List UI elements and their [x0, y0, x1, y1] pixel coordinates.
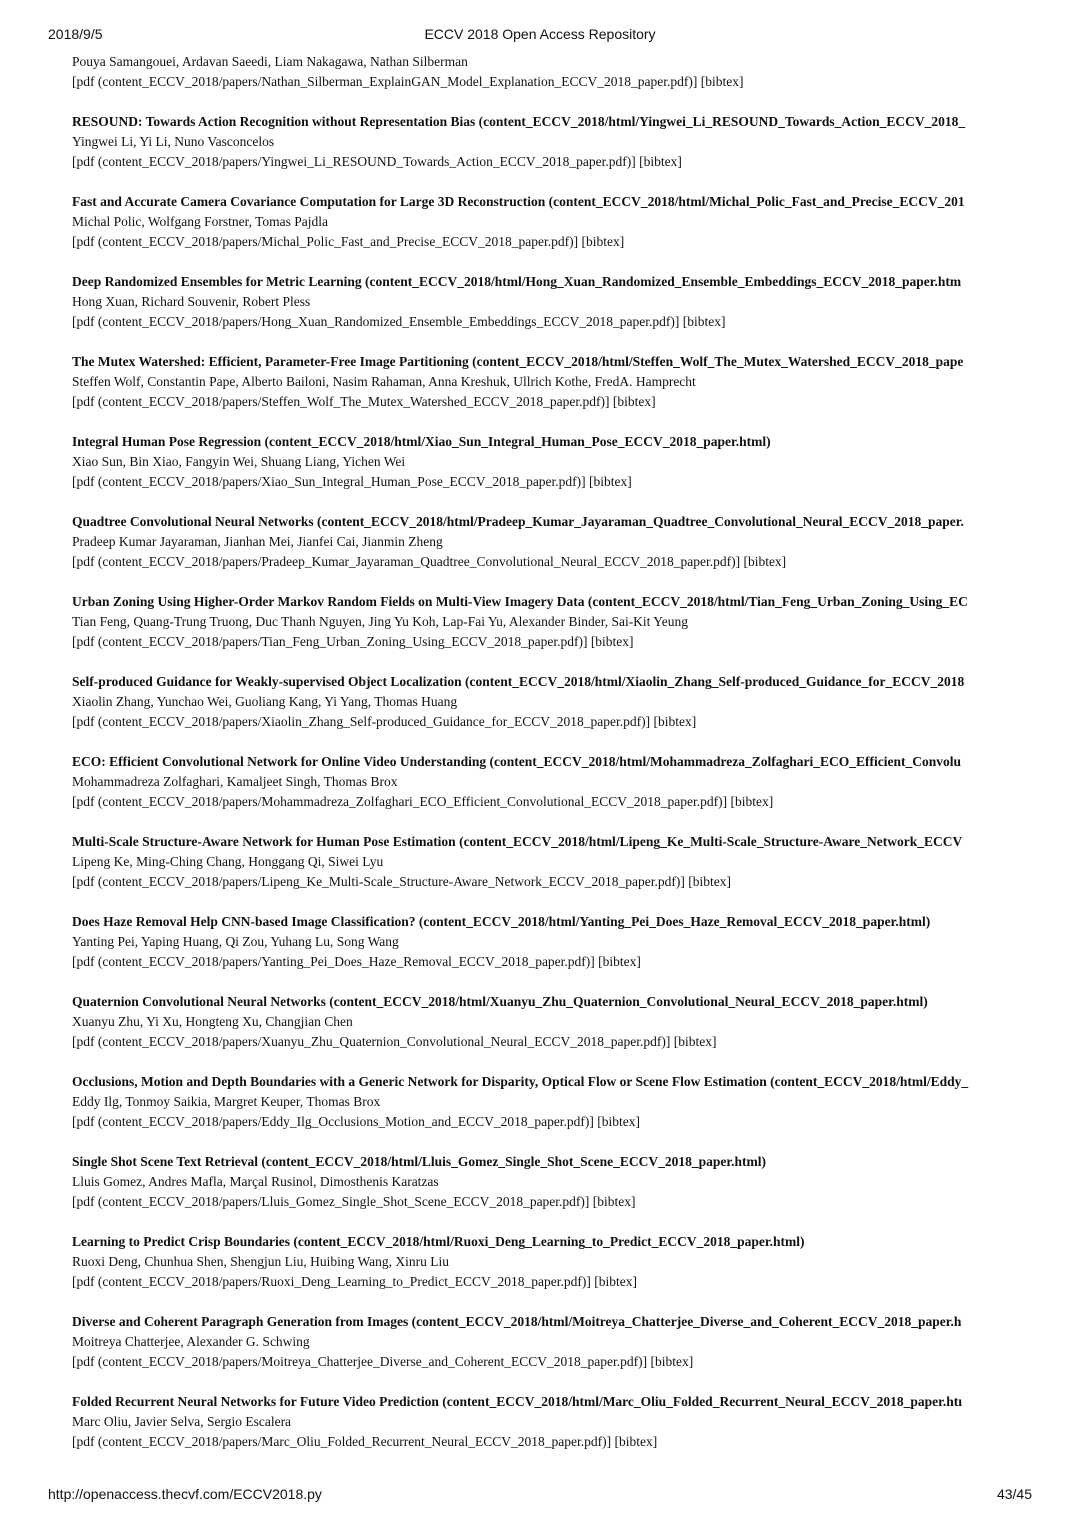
- paper-entry-partial: [72, 52, 1032, 92]
- paper-pdf-link[interactable]: [pdf (content_ECCV_2018/papers/Yingwei_Li_RESOUND_Towards_Action_ECCV_2018_paper.pdf)] [bibtex]: [72, 154, 682, 169]
- paper-entry: [72, 752, 1032, 812]
- paper-pdf-link[interactable]: [pdf (content_ECCV_2018/papers/Mohammadreza_Zolfaghari_ECO_Efficient_Convolutional_ECCV_2018_paper.pdf)] [bibtex]: [72, 794, 774, 809]
- paper-pdf-link[interactable]: [pdf (content_ECCV_2018/papers/Yanting_Pei_Does_Haze_Removal_ECCV_2018_paper.pdf)] [bibtex]: [72, 954, 641, 969]
- paper-pdf-link[interactable]: [pdf (content_ECCV_2018/papers/Xiao_Sun_Integral_Human_Pose_ECCV_2018_paper.pdf)] [bibtex]: [72, 474, 632, 489]
- paper-authors: Lipeng Ke, Ming-Ching Chang, Honggang Qi, Siwei Lyu: [72, 854, 384, 869]
- paper-authors: Pradeep Kumar Jayaraman, Jianhan Mei, Jianfei Cai, Jianmin Zheng: [72, 534, 443, 549]
- print-date: 2018/9/5: [48, 26, 103, 42]
- paper-entry: [72, 512, 1032, 572]
- paper-title-link[interactable]: Learning to Predict Crisp Boundaries (content_ECCV_2018/html/Ruoxi_Deng_Learning_to_Predict_ECCV_2018_paper.html): [72, 1234, 805, 1249]
- paper-pdf-link[interactable]: [pdf (content_ECCV_2018/papers/Nathan_Silberman_ExplainGAN_Model_Explanation_ECCV_2018_paper.pdf)] [bibtex]: [72, 74, 744, 89]
- paper-title-link[interactable]: Folded Recurrent Neural Networks for Future Video Prediction (content_ECCV_2018/html/Marc_Oliu_Folded_Recurrent_Neural_ECCV_2018_paper.htı: [72, 1394, 963, 1409]
- paper-title-link[interactable]: Quadtree Convolutional Neural Networks (content_ECCV_2018/html/Pradeep_Kumar_Jayaraman_Quadtree_Convolutional_Neural_ECCV_2018_paper.: [72, 514, 964, 529]
- paper-entry: [72, 272, 1032, 332]
- paper-entry: [72, 352, 1032, 412]
- paper-title-link[interactable]: Urban Zoning Using Higher-Order Markov Random Fields on Multi-View Imagery Data (content_ECCV_2018/html/Tian_Feng_Urban_Zoning_Using_EC: [72, 594, 968, 609]
- paper-title-link[interactable]: Fast and Accurate Camera Covariance Computation for Large 3D Reconstruction (content_ECCV_2018/html/Michal_Polic_Fast_and_Precise_ECCV_201: [72, 194, 965, 209]
- paper-pdf-link[interactable]: [pdf (content_ECCV_2018/papers/Steffen_Wolf_The_Mutex_Watershed_ECCV_2018_paper.pdf)] [bibtex]: [72, 394, 656, 409]
- paper-title-link[interactable]: Quaternion Convolutional Neural Networks (content_ECCV_2018/html/Xuanyu_Zhu_Quaternion_Convolutional_Neural_ECCV_2018_paper.html): [72, 994, 928, 1009]
- paper-authors: Lluis Gomez, Andres Mafla, Marçal Rusinol, Dimosthenis Karatzas: [72, 1174, 439, 1189]
- paper-pdf-link[interactable]: [pdf (content_ECCV_2018/papers/Moitreya_Chatterjee_Diverse_and_Coherent_ECCV_2018_paper.pdf)] [bibtex]: [72, 1354, 694, 1369]
- paper-authors: Xiao Sun, Bin Xiao, Fangyin Wei, Shuang Liang, Yichen Wei: [72, 454, 406, 469]
- paper-pdf-link[interactable]: [pdf (content_ECCV_2018/papers/Pradeep_Kumar_Jayaraman_Quadtree_Convolutional_Neural_ECCV_2018_paper.pdf)] [bibtex]: [72, 554, 787, 569]
- paper-authors: Xuanyu Zhu, Yi Xu, Hongteng Xu, Changjian Chen: [72, 1014, 353, 1029]
- paper-title-link[interactable]: ECO: Efficient Convolutional Network for Online Video Understanding (content_ECCV_2018/html/Mohammadreza_Zolfaghari_ECO_Efficient_Convolu: [72, 754, 962, 769]
- paper-pdf-link[interactable]: [pdf (content_ECCV_2018/papers/Tian_Feng_Urban_Zoning_Using_ECCV_2018_paper.pdf)] [bibtex]: [72, 634, 634, 649]
- page-url: http://openaccess.thecvf.com/ECCV2018.py: [48, 1486, 322, 1502]
- paper-authors: Michal Polic, Wolfgang Forstner, Tomas Pajdla: [72, 214, 329, 229]
- paper-pdf-link[interactable]: [pdf (content_ECCV_2018/papers/Xiaolin_Zhang_Self-produced_Guidance_for_ECCV_2018_paper.pdf)] [bibtex]: [72, 714, 697, 729]
- paper-authors: Yingwei Li, Yi Li, Nuno Vasconcelos: [72, 134, 275, 149]
- paper-pdf-link[interactable]: [pdf (content_ECCV_2018/papers/Eddy_Ilg_Occlusions_Motion_and_ECCV_2018_paper.pdf)] [bibtex]: [72, 1114, 641, 1129]
- paper-entry: [72, 1232, 1032, 1292]
- paper-title-link[interactable]: Multi-Scale Structure-Aware Network for Human Pose Estimation (content_ECCV_2018/html/Lipeng_Ke_Multi-Scale_Structure-Aware_Network_ECCV: [72, 834, 963, 849]
- paper-title-link[interactable]: The Mutex Watershed: Efficient, Parameter-Free Image Partitioning (content_ECCV_2018/html/Steffen_Wolf_The_Mutex_Watershed_ECCV_2018_pape: [72, 354, 964, 369]
- paper-title-link[interactable]: Self-produced Guidance for Weakly-supervised Object Localization (content_ECCV_2018/html/Xiaolin_Zhang_Self-produced_Guidance_for_ECCV_2018: [72, 674, 965, 689]
- paper-title-link[interactable]: Deep Randomized Ensembles for Metric Learning (content_ECCV_2018/html/Hong_Xuan_Randomized_Ensemble_Embeddings_ECCV_2018_paper.htm: [72, 274, 962, 289]
- paper-entry: [72, 912, 1032, 972]
- paper-authors: Eddy Ilg, Tonmoy Saikia, Margret Keuper, Thomas Brox: [72, 1094, 381, 1109]
- paper-authors: Yanting Pei, Yaping Huang, Qi Zou, Yuhang Lu, Song Wang: [72, 934, 399, 949]
- paper-title-link[interactable]: Occlusions, Motion and Depth Boundaries with a Generic Network for Disparity, Optical Flow or Scene Flow Estimation (content_ECCV_2018/html/Eddy_: [72, 1074, 969, 1089]
- paper-authors: Mohammadreza Zolfaghari, Kamaljeet Singh, Thomas Brox: [72, 774, 398, 789]
- paper-entry: [72, 992, 1032, 1052]
- paper-title-link[interactable]: RESOUND: Towards Action Recognition without Representation Bias (content_ECCV_2018/html/Yingwei_Li_RESOUND_Towards_Action_ECCV_2018_: [72, 114, 966, 129]
- paper-pdf-link[interactable]: [pdf (content_ECCV_2018/papers/Michal_Polic_Fast_and_Precise_ECCV_2018_paper.pdf)] [bibtex]: [72, 234, 625, 249]
- paper-entry: [72, 112, 1032, 172]
- paper-entry: [72, 192, 1032, 252]
- paper-entry: [72, 592, 1032, 652]
- page-number: 43/45: [996, 1486, 1032, 1502]
- paper-pdf-link[interactable]: [pdf (content_ECCV_2018/papers/Hong_Xuan_Randomized_Ensemble_Embeddings_ECCV_2018_paper.pdf)] [bibtex]: [72, 314, 726, 329]
- paper-pdf-link[interactable]: [pdf (content_ECCV_2018/papers/Lipeng_Ke_Multi-Scale_Structure-Aware_Network_ECCV_2018_paper.pdf)] [bibtex]: [72, 874, 731, 889]
- paper-entry: [72, 432, 1032, 492]
- paper-entry: [72, 1392, 1032, 1452]
- paper-title-link[interactable]: Diverse and Coherent Paragraph Generation from Images (content_ECCV_2018/html/Moitreya_Chatterjee_Diverse_and_Coherent_ECCV_2018_paper.h: [72, 1314, 962, 1329]
- paper-authors: Steffen Wolf, Constantin Pape, Alberto Bailoni, Nasim Rahaman, Anna Kreshuk, Ullrich Kothe, FredA. Hamprecht: [72, 374, 696, 389]
- paper-entry: [72, 832, 1032, 892]
- paper-authors: Xiaolin Zhang, Yunchao Wei, Guoliang Kang, Yi Yang, Thomas Huang: [72, 694, 458, 709]
- paper-pdf-link[interactable]: [pdf (content_ECCV_2018/papers/Xuanyu_Zhu_Quaternion_Convolutional_Neural_ECCV_2018_paper.pdf)] [bibtex]: [72, 1034, 717, 1049]
- paper-title-link[interactable]: Single Shot Scene Text Retrieval (content_ECCV_2018/html/Lluis_Gomez_Single_Shot_Scene_ECCV_2018_paper.html): [72, 1154, 767, 1169]
- paper-authors: Marc Oliu, Javier Selva, Sergio Escalera: [72, 1414, 292, 1429]
- paper-pdf-link[interactable]: [pdf (content_ECCV_2018/papers/Marc_Oliu_Folded_Recurrent_Neural_ECCV_2018_paper.pdf)] [bibtex]: [72, 1434, 658, 1449]
- paper-list: [72, 52, 1032, 1472]
- paper-authors: Hong Xuan, Richard Souvenir, Robert Pless: [72, 294, 311, 309]
- paper-authors: Moitreya Chatterjee, Alexander G. Schwing: [72, 1334, 310, 1349]
- page-title: ECCV 2018 Open Access Repository: [424, 26, 656, 42]
- paper-authors: Tian Feng, Quang-Trung Truong, Duc Thanh Nguyen, Jing Yu Koh, Lap-Fai Yu, Alexander Binder, Sai-Kit Yeung: [72, 614, 688, 629]
- paper-entry: [72, 1072, 1032, 1132]
- paper-entries: [72, 112, 1032, 1452]
- paper-entry: [72, 1312, 1032, 1372]
- paper-authors: Ruoxi Deng, Chunhua Shen, Shengjun Liu, Huibing Wang, Xinru Liu: [72, 1254, 450, 1269]
- paper-title-link[interactable]: Integral Human Pose Regression (content_ECCV_2018/html/Xiao_Sun_Integral_Human_Pose_ECCV_2018_paper.html): [72, 434, 771, 449]
- paper-pdf-link[interactable]: [pdf (content_ECCV_2018/papers/Ruoxi_Deng_Learning_to_Predict_ECCV_2018_paper.pdf)] [bibtex]: [72, 1274, 638, 1289]
- paper-authors: Pouya Samangouei, Ardavan Saeedi, Liam Nakagawa, Nathan Silberman: [72, 54, 468, 69]
- paper-entry: [72, 1152, 1032, 1212]
- paper-title-link[interactable]: Does Haze Removal Help CNN-based Image Classification? (content_ECCV_2018/html/Yanting_Pei_Does_Haze_Removal_ECCV_2018_paper.html): [72, 914, 931, 929]
- paper-entry: [72, 672, 1032, 732]
- paper-pdf-link[interactable]: [pdf (content_ECCV_2018/papers/Lluis_Gomez_Single_Shot_Scene_ECCV_2018_paper.pdf)] [bibtex]: [72, 1194, 636, 1209]
